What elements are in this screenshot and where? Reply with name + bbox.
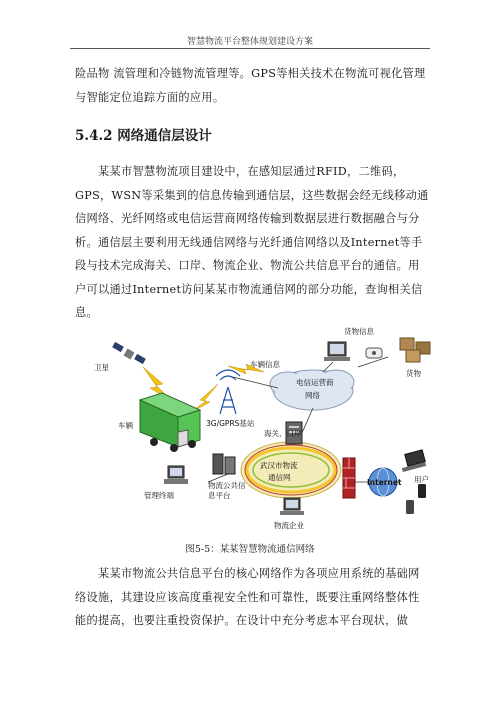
laptop-icon xyxy=(402,450,426,472)
truck-icon xyxy=(140,393,200,452)
body-paragraph-2: 某某市物流公共信息平台的核心网络作为各项应用系统的基础网络设施，其建设应该高度重视安全性和可靠性，既要注重网络整体性能的提高，也要注重投资保护。在设计中充分考虑本平台现状，做 xyxy=(75,567,420,627)
vehicle-info-label: 车辆信息 xyxy=(250,360,280,369)
telecom-cloud xyxy=(270,370,354,410)
section-title: 网络通信层设计 xyxy=(117,128,212,144)
page-header: 智慧物流平台整体规划建设方案 xyxy=(186,37,313,47)
logistics-enterprise-label: 物流企业 xyxy=(274,521,304,530)
rfid-reader-icon xyxy=(366,348,382,358)
customs-port-label: 海关、口岸 xyxy=(264,429,302,438)
gprs-tower-icon xyxy=(216,370,240,414)
cargo-label: 货物 xyxy=(406,369,421,378)
firewall-icon xyxy=(343,458,355,498)
header-divider xyxy=(70,48,430,49)
internet-label: Internet xyxy=(367,478,402,487)
section-heading xyxy=(75,124,212,144)
phone-icon-1 xyxy=(418,484,426,498)
management-terminal-label: 管理终端 xyxy=(144,491,174,500)
platform-server-icon xyxy=(213,454,235,474)
figure-caption: 图5-5：某某智慧物流通信网络 xyxy=(185,544,315,555)
telecom-network-label-2: 网络 xyxy=(305,391,320,400)
vehicle-label: 车辆 xyxy=(118,421,133,430)
telecom-network-label-1: 电信运营商 xyxy=(296,378,334,387)
cargo-info-label: 货物信息 xyxy=(344,327,374,336)
enterprise-computer-icon xyxy=(280,498,304,515)
section-number: 5.4.2 xyxy=(75,128,113,144)
wuhan-network-cloud xyxy=(241,442,341,498)
cargo-boxes-icon xyxy=(400,338,430,362)
management-terminal-icon xyxy=(164,466,188,484)
public-platform-label-2: 息平台 xyxy=(208,491,231,500)
user-label: 用户 xyxy=(414,475,429,484)
satellite-label: 卫星 xyxy=(94,363,109,372)
network-diagram xyxy=(88,322,438,534)
body-paragraph-1: 某某市智慧物流项目建设中，在感知层通过RFID，二维码，GPS，WSN等采集到的信息传输到通信层，这些数据会经无线移动通信网络、光纤网络或电信运营商网络传输到数据层进行数据融合与分析。通信层主要利用无线通信网络与光纤通信网络以及Internet等手段与技术完成海关、口岸、物流企业、物流公共信息平台的通信。用户可以通过Internet访问某某市物流通信网的部分功能，查询相关信息。 xyxy=(75,165,429,319)
cargo-computer-icon xyxy=(324,342,350,361)
public-platform-label-1: 物流公共信 xyxy=(208,481,246,490)
satellite-icon xyxy=(112,342,146,364)
intro-paragraph: 险品物 流管理和冷链物流管理等。GPS等相关技术在物流可视化管理与智能定位追踪方面的应用。 xyxy=(75,67,426,104)
wuhan-network-label-2: 通信网 xyxy=(268,473,291,482)
phone-icon-2 xyxy=(406,500,414,514)
gprs-station-label: 3G/GPRS基站 xyxy=(206,419,255,428)
wuhan-network-label-1: 武汉市物流 xyxy=(260,461,298,470)
